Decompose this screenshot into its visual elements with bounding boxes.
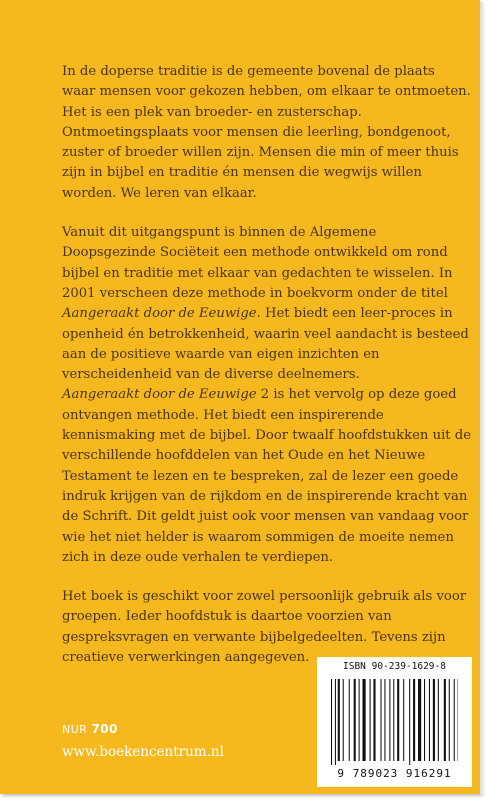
barcode-bar [454,679,455,761]
blurb-paragraph-3 [62,385,472,568]
nur-number: 700 [91,722,118,736]
barcode-bar [403,679,404,761]
barcode-bar [438,679,439,761]
barcode-bar [393,679,394,761]
barcode-bar [338,679,340,761]
ean-number: 9 789023 916291 [337,767,452,780]
blurb-text [62,62,472,687]
book-title-italic-2: Aangeraakt door de Eeuwige [62,387,257,403]
barcode-bar [409,679,410,765]
barcode-bar [384,679,385,761]
barcode-bar [429,679,430,761]
barcode-bar [433,679,435,761]
barcode-bar [413,679,415,761]
blurb-paragraph-1: In de doperse traditie is de gemeente bovenal de plaats waar mensen voor gekozen hebben, om elkaar te ontmoeten. Het is een plek van broeder- en zusterschap. Ontmoetingsplaats voor mensen die leerling, bondgenoot, zuster of broeder willen zijn. Mensen die min of meer thuis zijn in bijbel en traditie én mensen die wegwijs willen worden. We leren van elkaar. [62,64,471,201]
nur-label: NUR [62,723,88,736]
barcode-bar [418,679,421,761]
barcode-bar [373,679,375,761]
book-title-italic: Aangeraakt door de Eeuwige [62,306,257,322]
barcode-bar [349,679,350,761]
barcode-bar [354,679,356,761]
barcode-label [317,657,472,787]
blurb-paragraph-4: Het boek is geschikt voor zowel persoonlijk gebruik als voor groepen. Ieder hoofdstuk is daartoe voorzien van gespreksvragen en verwante bijbelgedeelten. Tevens zijn creatieve verwerkingen aangegeven. [62,589,467,666]
barcode-bar [449,679,450,761]
barcode-bar [335,679,336,765]
nur-code [62,722,118,736]
barcode-bar [424,679,425,761]
barcode-bar [331,679,332,765]
blurb-paragraph-3-text: 2 is het vervolg op deze goed ontvangen methode. Het biedt een inspirerende kennismaking met de bijbel. Door twaalf hoofdstukken uit de verschillende hoofddelen van het Oude en het Nieuwe Testament te lezen en te bespreken, zal de lezer een goede indruk krijgen van de rijkdom en de inspirerende kracht van de Schrift. Dit geldt juist ook voor mensen van vandaag voor wie het niet helder is waarom sommigen de moeite nemen zich in deze oude verhalen te verdiepen. [62,387,472,565]
barcode-bar [397,679,399,761]
blurb-paragraph-2-start: Vanuit dit uitgangspunt is binnen de Algemene Doopsgezinde Sociëteit een methode ontwikkeld om rond bijbel en traditie met elkaar van gedachten te wisselen. In 2001 verscheen deze methode in boekvorm onder de titel [62,225,453,301]
page-edge [480,4,487,796]
barcode-bar [363,679,366,761]
blurb-paragraph-2 [62,223,472,385]
barcode-icon [331,679,458,765]
blurb-paragraph-2-end: . Het biedt een leer-proces in openheid én betrokkenheid, waarin veel aandacht is besteed aan de positieve waarde van eigen inzichten en verscheidenheid van de diverse deelnemers. [62,306,469,383]
barcode-bar [444,679,446,761]
barcode-bar [370,679,371,761]
barcode-bar [381,679,382,761]
barcode-bar [359,679,360,761]
publisher-website: www.boekencentrum.nl [62,744,224,760]
barcode-bar [343,679,344,761]
barcode-bar [389,679,390,761]
isbn-number: ISBN 90-239-1629-8 [343,661,446,672]
